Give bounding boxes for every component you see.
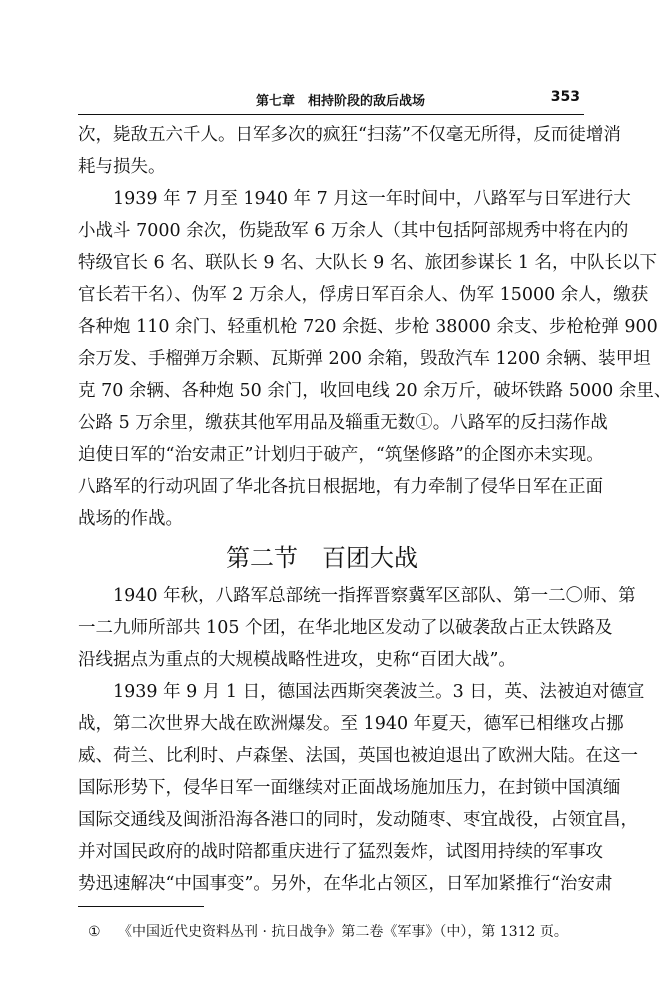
paragraph-first-line: 1939 年 7 月至 1940 年 7 月这一年时间中，八路军与日军进行大 — [113, 189, 631, 209]
page-number: 353 — [550, 89, 580, 105]
body-line: 克 70 余辆、各种炮 50 余门，收回电线 20 余万斤，破坏铁路 5000 余里、 — [78, 381, 671, 401]
body-line: 并对国民政府的战时陪都重庆进行了猛烈轰炸，试图用持续的军事攻 — [78, 842, 603, 862]
body-line: 耗与损失。 — [78, 157, 166, 177]
body-line: 公路 5 万余里，缴获其他军用品及辎重无数①。八路军的反扫荡作战 — [78, 413, 608, 433]
footnote-rule — [78, 906, 204, 907]
body-line: 小战斗 7000 余次，伤毙敌军 6 万余人（其中包括阿部规秀中将在内的 — [78, 221, 629, 241]
footnote-marker: ① — [88, 924, 101, 940]
body-line: 国际形势下，侵华日军一面继续对正面战场施加压力，在封锁中国滇缅 — [78, 778, 621, 798]
section-title: 第二节 百团大战 — [226, 544, 418, 572]
body-line: 余万发、手榴弹万余颗、瓦斯弹 200 余箱，毁敌汽车 1200 余辆、装甲坦 — [78, 349, 651, 369]
paragraph-first-line: 1940 年秋，八路军总部统一指挥晋察冀军区部队、第一二〇师、第 — [113, 586, 636, 606]
body-line: 国际交通线及闽浙沿海各港口的同时，发动随枣、枣宜战役，占领宜昌， — [78, 810, 638, 830]
chapter-title: 第七章 相持阶段的敌后战场 — [256, 94, 426, 109]
running-head — [78, 88, 584, 115]
body-line: 沿线据点为重点的大规模战略性进攻，史称“百团大战”。 — [78, 650, 516, 670]
body-line: 势迅速解决“中国事变”。另外，在华北占领区，日军加紧推行“治安肃 — [78, 874, 613, 894]
body-line: 威、荷兰、比利时、卢森堡、法国，英国也被迫退出了欧洲大陆。在这一 — [78, 746, 638, 766]
body-line: 各种炮 110 余门、轻重机枪 720 余挺、步枪 38000 余支、步枪枪弹 900 — [78, 317, 658, 337]
body-line: 战，第二次世界大战在欧洲爆发。至 1940 年夏天，德军已相继攻占挪 — [78, 714, 624, 734]
footnote — [88, 922, 584, 942]
footnote-text: 《中国近代史资料丛刊 · 抗日战争》第二卷《军事》（中），第 1312 页。 — [118, 924, 568, 940]
body-line: 战场的作战。 — [78, 509, 183, 529]
paragraph-first-line: 1939 年 9 月 1 日，德国法西斯突袭波兰。3 日，英、法被迫对德宣 — [113, 682, 645, 702]
body-line: 迫使日军的“治安肃正”计划归于破产，“筑堡修路”的企图亦未实现。 — [78, 445, 604, 465]
body-line: 一二九师所部共 105 个团，在华北地区发动了以破袭敌占正太铁路及 — [78, 618, 613, 638]
body-line: 八路军的行动巩固了华北各抗日根据地，有力牵制了侵华日军在正面 — [78, 477, 603, 497]
body-line: 次，毙敌五六千人。日军多次的疯狂“扫荡”不仅毫无所得，反而徒增消 — [78, 125, 621, 145]
body-line: 官长若干名）、伪军 2 万余人，俘虏日军百余人、伪军 15000 余人，缴获 — [78, 285, 649, 305]
body-line: 特级官长 6 名、联队长 9 名、大队长 9 名、旅团参谋长 1 名，中队长以下 — [78, 253, 658, 273]
